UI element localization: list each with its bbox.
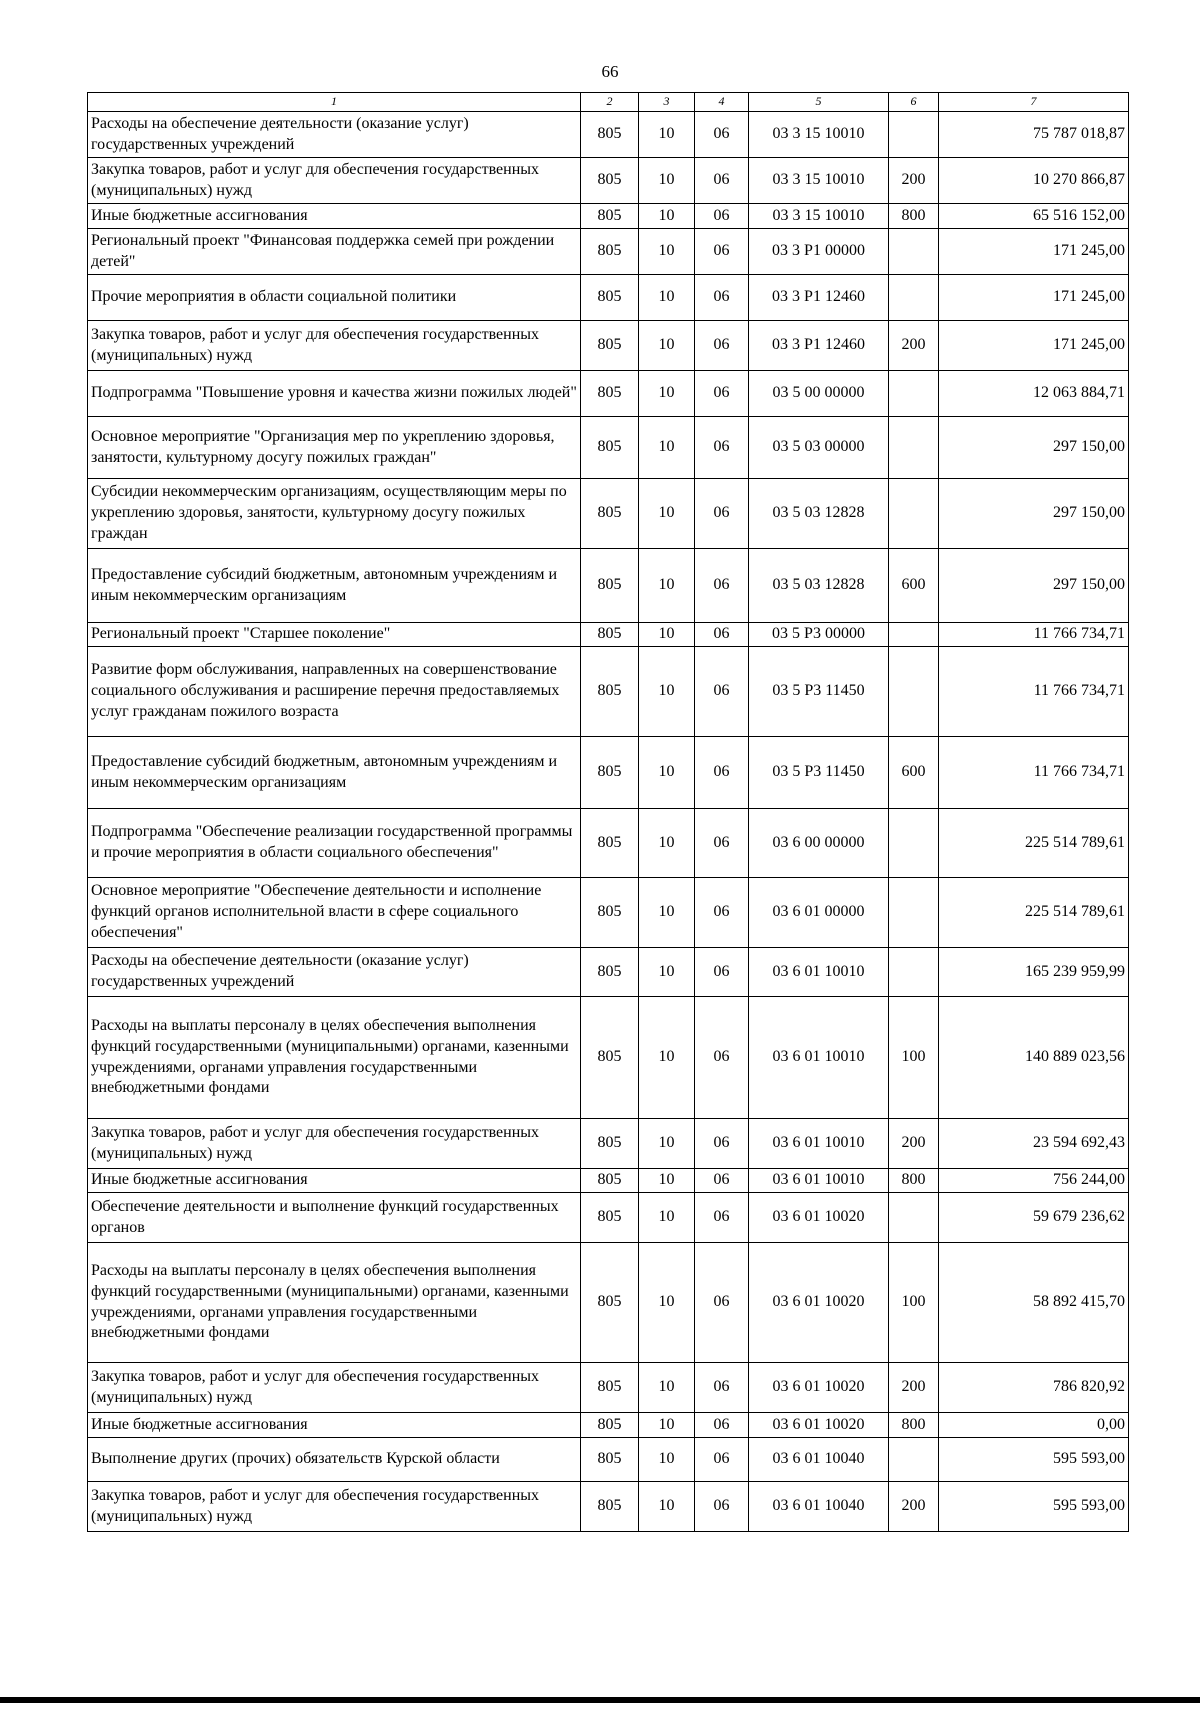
- target-article-code: 03 6 01 10010: [749, 948, 889, 997]
- table-row: [88, 1169, 1129, 1193]
- expense-type-code: [889, 623, 939, 647]
- target-article-code: 03 5 03 12828: [749, 549, 889, 623]
- target-article-code: 03 6 01 10040: [749, 1482, 889, 1532]
- expense-type-code: [889, 112, 939, 158]
- amount: 140 889 023,56: [939, 997, 1129, 1119]
- grbs-code: 805: [581, 158, 639, 204]
- row-name: Развитие форм обслуживания, направленных на совершенствование социального обслуживания и расширение перечня предоставляемых услуг гражданам пожилого возраста: [88, 647, 581, 737]
- expense-type-code: 200: [889, 1119, 939, 1169]
- subsection-code: 06: [695, 623, 749, 647]
- column-number: 3: [639, 93, 695, 112]
- target-article-code: 03 3 P1 00000: [749, 229, 889, 275]
- section-code: 10: [639, 321, 695, 371]
- subsection-code: 06: [695, 229, 749, 275]
- expense-type-code: [889, 647, 939, 737]
- grbs-code: 805: [581, 321, 639, 371]
- section-code: 10: [639, 158, 695, 204]
- amount: 23 594 692,43: [939, 1119, 1129, 1169]
- amount: 171 245,00: [939, 321, 1129, 371]
- table-row: [88, 112, 1129, 158]
- target-article-code: 03 6 01 10020: [749, 1193, 889, 1243]
- table-row: [88, 479, 1129, 549]
- subsection-code: 06: [695, 1438, 749, 1482]
- grbs-code: 805: [581, 275, 639, 321]
- target-article-code: 03 6 01 10020: [749, 1413, 889, 1438]
- section-code: 10: [639, 275, 695, 321]
- expense-type-code: [889, 479, 939, 549]
- subsection-code: 06: [695, 158, 749, 204]
- section-code: 10: [639, 1243, 695, 1363]
- section-code: 10: [639, 229, 695, 275]
- section-code: 10: [639, 948, 695, 997]
- target-article-code: 03 6 01 10020: [749, 1363, 889, 1413]
- section-code: 10: [639, 878, 695, 948]
- subsection-code: 06: [695, 878, 749, 948]
- target-article-code: 03 6 01 10020: [749, 1243, 889, 1363]
- expense-type-code: [889, 417, 939, 479]
- column-number: 7: [939, 93, 1129, 112]
- section-code: 10: [639, 479, 695, 549]
- subsection-code: 06: [695, 371, 749, 417]
- row-name: Закупка товаров, работ и услуг для обеспечения государственных (муниципальных) нужд: [88, 158, 581, 204]
- grbs-code: 805: [581, 417, 639, 479]
- grbs-code: 805: [581, 549, 639, 623]
- section-code: 10: [639, 549, 695, 623]
- row-name: Закупка товаров, работ и услуг для обеспечения государственных (муниципальных) нужд: [88, 1363, 581, 1413]
- target-article-code: 03 6 00 00000: [749, 809, 889, 878]
- row-name: Региональный проект "Старшее поколение": [88, 623, 581, 647]
- table-row: [88, 1193, 1129, 1243]
- row-name: Подпрограмма "Повышение уровня и качества жизни пожилых людей": [88, 371, 581, 417]
- subsection-code: 06: [695, 1482, 749, 1532]
- grbs-code: 805: [581, 647, 639, 737]
- row-name: Подпрограмма "Обеспечение реализации государственной программы и прочие мероприятия в области социального обеспечения": [88, 809, 581, 878]
- expense-type-code: 200: [889, 321, 939, 371]
- row-name: Предоставление субсидий бюджетным, автономным учреждениям и иным некоммерческим организациям: [88, 737, 581, 809]
- column-number: 5: [749, 93, 889, 112]
- expense-type-code: [889, 1438, 939, 1482]
- expense-type-code: 100: [889, 997, 939, 1119]
- amount: 786 820,92: [939, 1363, 1129, 1413]
- target-article-code: 03 5 P3 00000: [749, 623, 889, 647]
- table-row: [88, 275, 1129, 321]
- grbs-code: 805: [581, 1243, 639, 1363]
- row-name: Расходы на выплаты персоналу в целях обеспечения выполнения функций государственными (муниципальными) органами, казенными учреждениями, органами управления государственными внебюджетными фондами: [88, 997, 581, 1119]
- target-article-code: 03 5 03 00000: [749, 417, 889, 479]
- subsection-code: 06: [695, 737, 749, 809]
- amount: 10 270 866,87: [939, 158, 1129, 204]
- grbs-code: 805: [581, 229, 639, 275]
- expense-type-code: 800: [889, 1413, 939, 1438]
- expense-type-code: [889, 878, 939, 948]
- table-row: [88, 321, 1129, 371]
- amount: 65 516 152,00: [939, 204, 1129, 229]
- amount: 225 514 789,61: [939, 809, 1129, 878]
- target-article-code: 03 6 01 10010: [749, 997, 889, 1119]
- subsection-code: 06: [695, 204, 749, 229]
- target-article-code: 03 3 P1 12460: [749, 321, 889, 371]
- column-number: 1: [88, 93, 581, 112]
- target-article-code: 03 3 15 10010: [749, 158, 889, 204]
- section-code: 10: [639, 647, 695, 737]
- subsection-code: 06: [695, 321, 749, 371]
- target-article-code: 03 5 P3 11450: [749, 647, 889, 737]
- amount: 225 514 789,61: [939, 878, 1129, 948]
- expense-type-code: [889, 275, 939, 321]
- section-code: 10: [639, 1193, 695, 1243]
- target-article-code: 03 6 01 10010: [749, 1169, 889, 1193]
- section-code: 10: [639, 1119, 695, 1169]
- subsection-code: 06: [695, 948, 749, 997]
- expense-type-code: 200: [889, 1482, 939, 1532]
- section-code: 10: [639, 1169, 695, 1193]
- grbs-code: 805: [581, 479, 639, 549]
- table-row: [88, 229, 1129, 275]
- amount: 11 766 734,71: [939, 623, 1129, 647]
- target-article-code: 03 5 P3 11450: [749, 737, 889, 809]
- amount: 297 150,00: [939, 417, 1129, 479]
- column-number: 4: [695, 93, 749, 112]
- table-row: [88, 878, 1129, 948]
- section-code: 10: [639, 1438, 695, 1482]
- amount: 0,00: [939, 1413, 1129, 1438]
- target-article-code: 03 6 01 10040: [749, 1438, 889, 1482]
- grbs-code: 805: [581, 1193, 639, 1243]
- table-row: [88, 737, 1129, 809]
- grbs-code: 805: [581, 1363, 639, 1413]
- target-article-code: 03 3 15 10010: [749, 112, 889, 158]
- expense-type-code: 200: [889, 158, 939, 204]
- row-name: Иные бюджетные ассигнования: [88, 1413, 581, 1438]
- expense-type-code: [889, 371, 939, 417]
- subsection-code: 06: [695, 549, 749, 623]
- row-name: Закупка товаров, работ и услуг для обеспечения государственных (муниципальных) нужд: [88, 321, 581, 371]
- grbs-code: 805: [581, 809, 639, 878]
- row-name: Расходы на обеспечение деятельности (оказание услуг) государственных учреждений: [88, 948, 581, 997]
- target-article-code: 03 6 01 00000: [749, 878, 889, 948]
- subsection-code: 06: [695, 1193, 749, 1243]
- section-code: 10: [639, 809, 695, 878]
- amount: 297 150,00: [939, 549, 1129, 623]
- amount: 171 245,00: [939, 229, 1129, 275]
- table-row: [88, 204, 1129, 229]
- page-number: 66: [601, 62, 619, 81]
- amount: 59 679 236,62: [939, 1193, 1129, 1243]
- target-article-code: 03 3 15 10010: [749, 204, 889, 229]
- table-row: [88, 1413, 1129, 1438]
- expense-type-code: 800: [889, 204, 939, 229]
- scan-edge-bar: [0, 1697, 1200, 1703]
- subsection-code: 06: [695, 417, 749, 479]
- target-article-code: 03 3 P1 12460: [749, 275, 889, 321]
- amount: 11 766 734,71: [939, 737, 1129, 809]
- subsection-code: 06: [695, 112, 749, 158]
- grbs-code: 805: [581, 737, 639, 809]
- table-row: [88, 1363, 1129, 1413]
- row-name: Прочие мероприятия в области социальной политики: [88, 275, 581, 321]
- expense-type-code: 100: [889, 1243, 939, 1363]
- subsection-code: 06: [695, 1169, 749, 1193]
- section-code: 10: [639, 204, 695, 229]
- subsection-code: 06: [695, 809, 749, 878]
- section-code: 10: [639, 623, 695, 647]
- expense-type-code: 800: [889, 1169, 939, 1193]
- grbs-code: 805: [581, 1169, 639, 1193]
- expense-type-code: [889, 229, 939, 275]
- expense-type-code: 200: [889, 1363, 939, 1413]
- row-name: Основное мероприятие "Обеспечение деятельности и исполнение функций органов исполнительной власти в сфере социального обеспечения": [88, 878, 581, 948]
- subsection-code: 06: [695, 647, 749, 737]
- subsection-code: 06: [695, 1119, 749, 1169]
- row-name: Закупка товаров, работ и услуг для обеспечения государственных (муниципальных) нужд: [88, 1482, 581, 1532]
- table-row: [88, 809, 1129, 878]
- expense-type-code: [889, 1193, 939, 1243]
- target-article-code: 03 6 01 10010: [749, 1119, 889, 1169]
- section-code: 10: [639, 417, 695, 479]
- column-number-row: [88, 93, 1129, 112]
- amount: 12 063 884,71: [939, 371, 1129, 417]
- grbs-code: 805: [581, 371, 639, 417]
- expense-type-code: [889, 948, 939, 997]
- amount: 297 150,00: [939, 479, 1129, 549]
- row-name: Выполнение других (прочих) обязательств Курской области: [88, 1438, 581, 1482]
- section-code: 10: [639, 1363, 695, 1413]
- section-code: 10: [639, 1482, 695, 1532]
- row-name: Региональный проект "Финансовая поддержка семей при рождении детей": [88, 229, 581, 275]
- table-row: [88, 417, 1129, 479]
- amount: 75 787 018,87: [939, 112, 1129, 158]
- section-code: 10: [639, 1413, 695, 1438]
- grbs-code: 805: [581, 1413, 639, 1438]
- amount: 595 593,00: [939, 1482, 1129, 1532]
- row-name: Расходы на выплаты персоналу в целях обеспечения выполнения функций государственными (муниципальными) органами, казенными учреждениями, органами управления государственными внебюджетными фондами: [88, 1243, 581, 1363]
- subsection-code: 06: [695, 1363, 749, 1413]
- row-name: Иные бюджетные ассигнования: [88, 1169, 581, 1193]
- amount: 595 593,00: [939, 1438, 1129, 1482]
- grbs-code: 805: [581, 112, 639, 158]
- expense-type-code: 600: [889, 737, 939, 809]
- table-row: [88, 371, 1129, 417]
- subsection-code: 06: [695, 997, 749, 1119]
- table-row: [88, 1482, 1129, 1532]
- column-number: 2: [581, 93, 639, 112]
- table-row: [88, 997, 1129, 1119]
- table-row: [88, 549, 1129, 623]
- section-code: 10: [639, 371, 695, 417]
- row-name: Закупка товаров, работ и услуг для обеспечения государственных (муниципальных) нужд: [88, 1119, 581, 1169]
- column-number: 6: [889, 93, 939, 112]
- table-row: [88, 1438, 1129, 1482]
- amount: 756 244,00: [939, 1169, 1129, 1193]
- row-name: Основное мероприятие "Организация мер по укреплению здоровья, занятости, культурному досугу пожилых граждан": [88, 417, 581, 479]
- amount: 11 766 734,71: [939, 647, 1129, 737]
- grbs-code: 805: [581, 997, 639, 1119]
- row-name: Обеспечение деятельности и выполнение функций государственных органов: [88, 1193, 581, 1243]
- expense-type-code: 600: [889, 549, 939, 623]
- subsection-code: 06: [695, 1243, 749, 1363]
- grbs-code: 805: [581, 948, 639, 997]
- row-name: Субсидии некоммерческим организациям, осуществляющим меры по укреплению здоровья, занятости, культурному досугу пожилых граждан: [88, 479, 581, 549]
- grbs-code: 805: [581, 878, 639, 948]
- row-name: Иные бюджетные ассигнования: [88, 204, 581, 229]
- table-row: [88, 1243, 1129, 1363]
- subsection-code: 06: [695, 479, 749, 549]
- target-article-code: 03 5 03 12828: [749, 479, 889, 549]
- subsection-code: 06: [695, 275, 749, 321]
- table-row: [88, 647, 1129, 737]
- table-row: [88, 158, 1129, 204]
- table-row: [88, 1119, 1129, 1169]
- amount: 58 892 415,70: [939, 1243, 1129, 1363]
- section-code: 10: [639, 737, 695, 809]
- table-row: [88, 623, 1129, 647]
- grbs-code: 805: [581, 1438, 639, 1482]
- row-name: Предоставление субсидий бюджетным, автономным учреждениям и иным некоммерческим организациям: [88, 549, 581, 623]
- grbs-code: 805: [581, 623, 639, 647]
- section-code: 10: [639, 112, 695, 158]
- subsection-code: 06: [695, 1413, 749, 1438]
- row-name: Расходы на обеспечение деятельности (оказание услуг) государственных учреждений: [88, 112, 581, 158]
- table-row: [88, 948, 1129, 997]
- grbs-code: 805: [581, 1482, 639, 1532]
- budget-table: [87, 92, 1129, 1532]
- grbs-code: 805: [581, 204, 639, 229]
- amount: 171 245,00: [939, 275, 1129, 321]
- grbs-code: 805: [581, 1119, 639, 1169]
- section-code: 10: [639, 997, 695, 1119]
- amount: 165 239 959,99: [939, 948, 1129, 997]
- target-article-code: 03 5 00 00000: [749, 371, 889, 417]
- expense-type-code: [889, 809, 939, 878]
